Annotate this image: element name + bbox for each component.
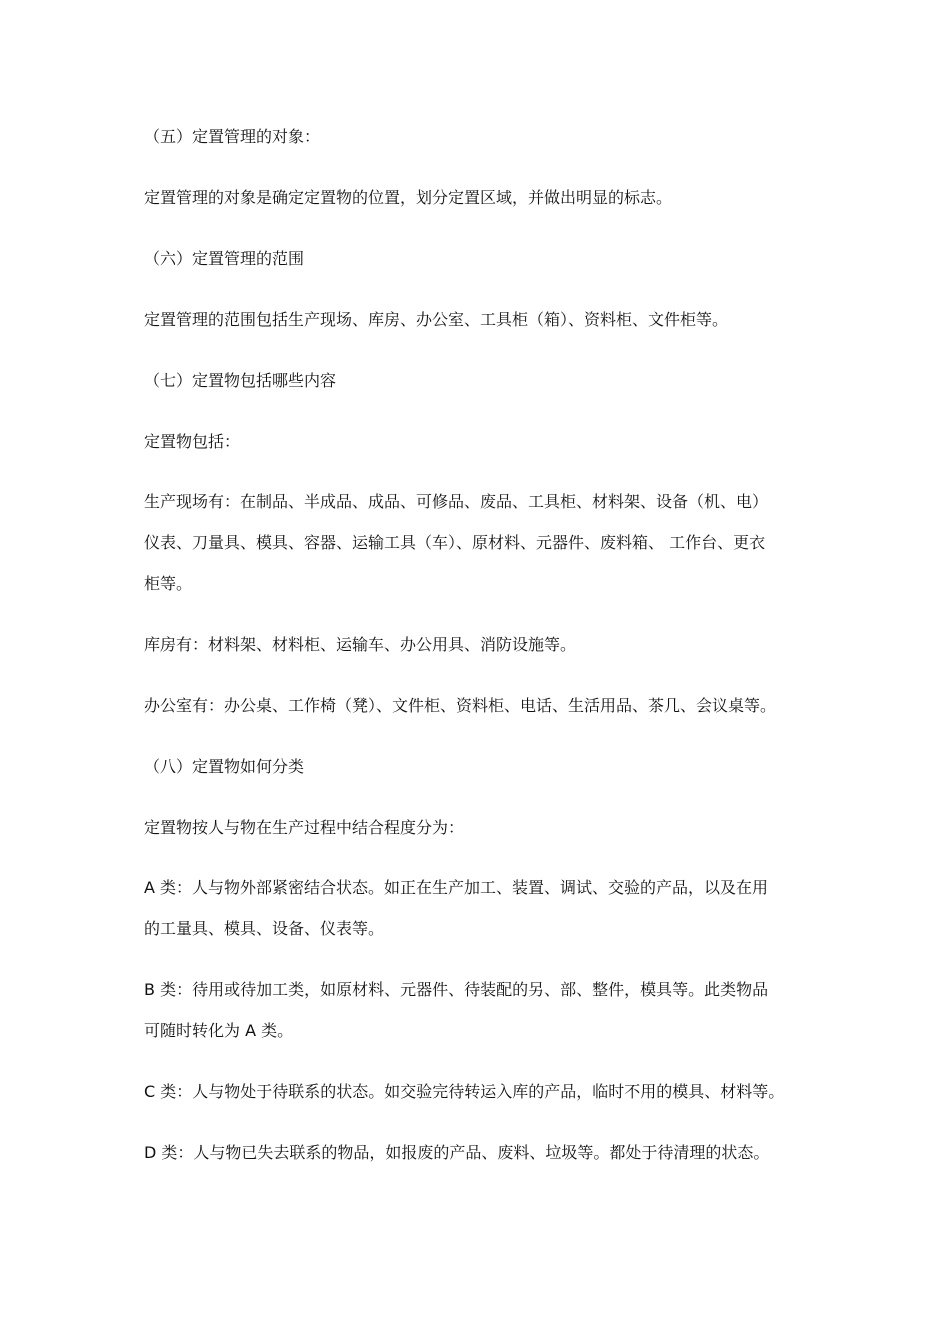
production-line: 仪表、刀量具、模具、容器、运输工具（车）、原材料、元器件、废料箱、 工作台、更衣: [144, 533, 766, 552]
class-c-paragraph: C 类：人与物处于待联系的状态。如交验完待转运入库的产品，临时不用的模具、材料等。: [144, 1082, 785, 1101]
class-a-line: 的工量具、模具、设备、仪表等。: [144, 919, 385, 938]
class-a-paragraph: [144, 867, 814, 949]
class-b-paragraph: [144, 969, 814, 1051]
class-a-line: A 类：人与物外部紧密结合状态。如正在生产加工、装置、调试、交验的产品，以及在用: [144, 878, 769, 897]
section-5-body: 定置管理的对象是确定定置物的位置，划分定置区域，并做出明显的标志。: [144, 188, 673, 207]
class-b-line: B 类：待用或待加工类，如原材料、元器件、待装配的另、部、整件，模具等。此类物品: [144, 980, 769, 999]
class-b-line: 可随时转化为 A 类。: [144, 1021, 294, 1040]
section-7-heading: （七）定置物包括哪些内容: [144, 371, 337, 390]
section-8-heading: （八）定置物如何分类: [144, 757, 305, 776]
section-6-body: 定置管理的范围包括生产现场、库房、办公室、工具柜（箱）、资料柜、文件柜等。: [144, 310, 729, 329]
office-paragraph: 办公室有：办公桌、工作椅（凳）、文件柜、资料柜、电话、生活用品、茶几、会议桌等。: [144, 696, 777, 715]
warehouse-paragraph: 库房有：材料架、材料柜、运输车、办公用具、消防设施等。: [144, 635, 577, 654]
production-line: 柜等。: [144, 574, 193, 593]
section-5-heading: （五）定置管理的对象：: [144, 127, 321, 146]
production-site-paragraph: [144, 481, 814, 604]
class-d-paragraph: D 类：人与物已失去联系的物品，如报废的产品、废料、垃圾等。都处于待清理的状态。: [144, 1143, 770, 1162]
section-8-intro: 定置物按人与物在生产过程中结合程度分为：: [144, 818, 465, 837]
section-7-intro: 定置物包括：: [144, 432, 241, 451]
production-line: 生产现场有：在制品、半成品、成品、可修品、废品、工具柜、材料架、设备（机、电）: [144, 492, 769, 511]
section-6-heading: （六）定置管理的范围: [144, 249, 305, 268]
